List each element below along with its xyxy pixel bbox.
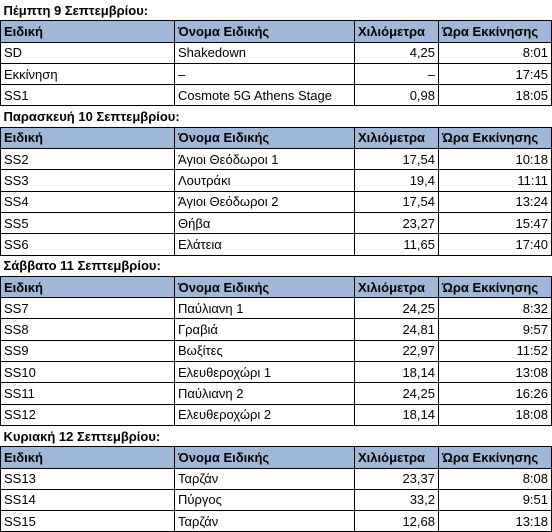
table-row xyxy=(1,63,552,84)
stage-cell[interactable]: SS11 xyxy=(1,383,175,404)
day-title-row xyxy=(1,0,552,21)
stage-cell[interactable]: SD xyxy=(1,42,175,63)
table-row xyxy=(1,170,552,191)
start-time-cell[interactable]: 11:11 xyxy=(439,170,552,191)
stage-cell[interactable]: SS13 xyxy=(1,468,175,489)
header-km[interactable]: Χιλιόμετρα xyxy=(355,447,439,468)
stage-cell[interactable]: SS10 xyxy=(1,362,175,383)
table-row xyxy=(1,468,552,489)
day-title: Σάββατο 11 Σεπτεμβρίου: xyxy=(3,258,161,274)
stage-name-cell[interactable]: Cosmote 5G Athens Stage xyxy=(175,85,355,106)
header-time[interactable]: Ώρα Εκκίνησης xyxy=(439,276,552,297)
day-title-row xyxy=(1,255,552,276)
header-time[interactable]: Ώρα Εκκίνησης xyxy=(439,21,552,42)
stage-cell[interactable]: SS7 xyxy=(1,298,175,319)
column-header-row xyxy=(1,447,552,468)
header-stage[interactable]: Ειδική xyxy=(1,276,175,297)
stage-cell[interactable]: SS6 xyxy=(1,234,175,255)
column-header-row xyxy=(1,21,552,42)
stage-cell[interactable]: SS14 xyxy=(1,489,175,510)
start-time-cell[interactable]: 17:45 xyxy=(439,63,552,84)
km-cell[interactable]: 19,4 xyxy=(355,170,439,191)
day-title: Πέμπτη 9 Σεπτεμβρίου: xyxy=(3,2,149,18)
header-time[interactable]: Ώρα Εκκίνησης xyxy=(439,127,552,148)
table-row xyxy=(1,383,552,404)
stage-name-cell[interactable]: Πύργος xyxy=(175,489,355,510)
start-time-cell[interactable]: 9:51 xyxy=(439,489,552,510)
header-time[interactable]: Ώρα Εκκίνησης xyxy=(439,447,552,468)
stage-cell[interactable]: SS15 xyxy=(1,511,175,532)
table-row xyxy=(1,511,552,532)
km-cell[interactable]: 12,68 xyxy=(355,511,439,532)
start-time-cell[interactable]: 8:01 xyxy=(439,42,552,63)
header-km[interactable]: Χιλιόμετρα xyxy=(355,127,439,148)
table-row xyxy=(1,234,552,255)
table-row xyxy=(1,212,552,233)
stage-name-cell[interactable]: Λουτράκι xyxy=(175,170,355,191)
km-cell[interactable]: 4,25 xyxy=(355,42,439,63)
stage-name-cell[interactable]: Ελάτεια xyxy=(175,234,355,255)
start-time-cell[interactable]: 16:26 xyxy=(439,383,552,404)
km-cell[interactable]: 17,54 xyxy=(355,191,439,212)
start-time-cell[interactable]: 15:47 xyxy=(439,212,552,233)
header-stage[interactable]: Ειδική xyxy=(1,127,175,148)
table-row xyxy=(1,298,552,319)
start-time-cell[interactable]: 17:40 xyxy=(439,234,552,255)
km-cell[interactable]: 18,14 xyxy=(355,404,439,425)
table-row xyxy=(1,85,552,106)
day-title: Παρασκευή 10 Σεπτεμβρίου: xyxy=(3,109,180,125)
km-cell[interactable]: 24,25 xyxy=(355,298,439,319)
header-stage[interactable]: Ειδική xyxy=(1,21,175,42)
header-km[interactable]: Χιλιόμετρα xyxy=(355,276,439,297)
stage-name-cell[interactable]: Ταρζάν xyxy=(175,468,355,489)
table-row xyxy=(1,404,552,425)
table-row xyxy=(1,319,552,340)
start-time-cell[interactable]: 18:05 xyxy=(439,85,552,106)
start-time-cell[interactable]: 11:52 xyxy=(439,340,552,361)
day-title-row xyxy=(1,106,552,127)
km-cell[interactable]: 11,65 xyxy=(355,234,439,255)
table-row xyxy=(1,362,552,383)
column-header-row xyxy=(1,276,552,297)
stage-name-cell[interactable]: Ελευθεροχώρι 2 xyxy=(175,404,355,425)
km-cell[interactable]: 17,54 xyxy=(355,149,439,170)
stage-name-cell[interactable]: Ελευθεροχώρι 1 xyxy=(175,362,355,383)
header-name[interactable]: Όνομα Ειδικής xyxy=(175,127,355,148)
schedule-table-body xyxy=(1,0,552,532)
km-cell[interactable]: 33,2 xyxy=(355,489,439,510)
stage-name-cell[interactable]: Παύλιανη 1 xyxy=(175,298,355,319)
table-row xyxy=(1,340,552,361)
start-time-cell[interactable]: 18:08 xyxy=(439,404,552,425)
start-time-cell[interactable]: 10:18 xyxy=(439,149,552,170)
start-time-cell[interactable]: 13:08 xyxy=(439,362,552,383)
header-stage[interactable]: Ειδική xyxy=(1,447,175,468)
day-title-row xyxy=(1,425,552,446)
table-row xyxy=(1,149,552,170)
stage-name-cell[interactable]: Παύλιανη 2 xyxy=(175,383,355,404)
start-time-cell[interactable]: 13:24 xyxy=(439,191,552,212)
km-cell[interactable]: 23,27 xyxy=(355,212,439,233)
km-cell[interactable]: – xyxy=(355,63,439,84)
start-time-cell[interactable]: 9:57 xyxy=(439,319,552,340)
stage-name-cell[interactable]: Βωξίτες xyxy=(175,340,355,361)
stage-name-cell[interactable]: – xyxy=(175,63,355,84)
header-name[interactable]: Όνομα Ειδικής xyxy=(175,276,355,297)
stage-cell[interactable]: SS8 xyxy=(1,319,175,340)
start-time-cell[interactable]: 8:32 xyxy=(439,298,552,319)
table-row xyxy=(1,489,552,510)
column-header-row xyxy=(1,127,552,148)
km-cell[interactable]: 23,37 xyxy=(355,468,439,489)
km-cell[interactable]: 0,98 xyxy=(355,85,439,106)
km-cell[interactable]: 24,25 xyxy=(355,383,439,404)
stage-name-cell[interactable]: Shakedown xyxy=(175,42,355,63)
start-time-cell[interactable]: 13:18 xyxy=(439,511,552,532)
stage-cell[interactable]: SS12 xyxy=(1,404,175,425)
km-cell[interactable]: 24,81 xyxy=(355,319,439,340)
stage-name-cell[interactable]: Ταρζάν xyxy=(175,511,355,532)
stage-cell[interactable]: SS1 xyxy=(1,85,175,106)
table-row xyxy=(1,42,552,63)
stage-name-cell[interactable]: Άγιοι Θεόδωροι 2 xyxy=(175,191,355,212)
stage-cell[interactable]: SS3 xyxy=(1,170,175,191)
stage-name-cell[interactable]: Άγιοι Θεόδωροι 1 xyxy=(175,149,355,170)
stage-name-cell[interactable]: Γραβιά xyxy=(175,319,355,340)
stage-cell[interactable]: SS9 xyxy=(1,340,175,361)
start-time-cell[interactable]: 8:08 xyxy=(439,468,552,489)
day-title: Κυριακή 12 Σεπτεμβρίου: xyxy=(3,428,161,444)
km-cell[interactable]: 22,97 xyxy=(355,340,439,361)
stage-cell[interactable]: SS4 xyxy=(1,191,175,212)
stage-cell[interactable]: SS2 xyxy=(1,149,175,170)
km-cell[interactable]: 18,14 xyxy=(355,362,439,383)
header-km[interactable]: Χιλιόμετρα xyxy=(355,21,439,42)
header-name[interactable]: Όνομα Ειδικής xyxy=(175,447,355,468)
stage-cell[interactable]: SS5 xyxy=(1,212,175,233)
header-name[interactable]: Όνομα Ειδικής xyxy=(175,21,355,42)
table-row xyxy=(1,191,552,212)
stage-name-cell[interactable]: Θήβα xyxy=(175,212,355,233)
stage-cell[interactable]: Εκκίνηση xyxy=(1,63,175,84)
